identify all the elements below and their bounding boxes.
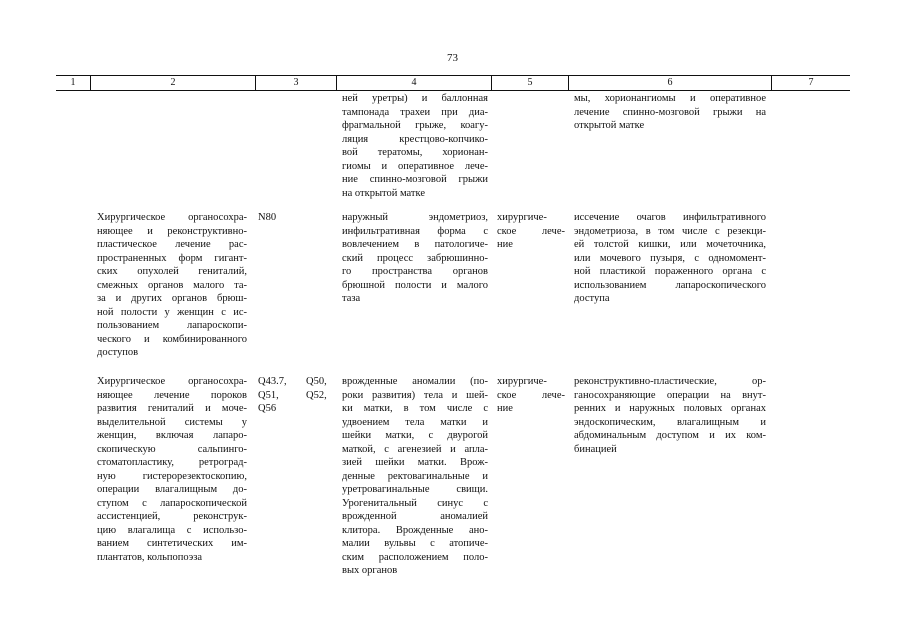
text-line: реконструктивно-пластические, ор-	[574, 376, 766, 387]
text-line: маткой, с агенезией и апла-	[342, 443, 488, 455]
text-line: смежных органов малого та-	[97, 279, 247, 291]
continuation-diagnosis-text	[342, 92, 488, 200]
row2-treatment-type	[497, 375, 565, 416]
row1-treatment-type	[497, 211, 565, 252]
text-line: наружный эндометриоз,	[342, 212, 488, 223]
text-line: вовлечением в патологиче-	[342, 239, 488, 250]
text-line: ней уретры) и баллонная	[342, 93, 488, 104]
text-line: ский процесс забрюшинно-	[342, 252, 488, 264]
text-line: хирургиче-	[497, 212, 547, 223]
text-line: иссечение очагов инфильтративного	[574, 212, 766, 223]
text-line: ние спинно-мозговой грыжи	[342, 174, 488, 185]
text-line: ной полости у женщин с ис-	[97, 306, 247, 318]
text-line: ских опухолей гениталий,	[97, 266, 247, 277]
text-line: врожденные аномалии (по-	[342, 376, 488, 387]
text-line: шейки матки, с двурогой	[342, 430, 488, 441]
row1-diagnosis	[342, 211, 488, 306]
text-line: ние	[497, 403, 513, 414]
row2-icd-codes-left	[258, 375, 298, 416]
text-line: Урогенитальный синус с	[342, 497, 488, 509]
text-line: использованием лапароскопического	[574, 279, 766, 291]
text-line: ступом с лапароскопической	[97, 497, 247, 509]
row2-icd-codes-right	[306, 375, 336, 402]
text-line: Q43.7,	[258, 376, 287, 387]
text-line: скопическую сальпинго-	[97, 443, 247, 455]
text-line: бинацией	[574, 443, 617, 455]
text-line: ной пластикой пораженного органа с	[574, 266, 766, 277]
page-number: 73	[447, 52, 458, 64]
text-line: пластическое лечение рас-	[97, 239, 247, 250]
text-line: вых органов	[342, 565, 398, 576]
text-line: Хирургическое органосохра-	[97, 376, 247, 387]
text-line: мы, хорионангиомы и оперативное	[574, 93, 766, 104]
text-line: роки развития) тела и шей-	[342, 389, 488, 401]
continuation-treatment-text	[574, 92, 766, 133]
text-line: эндоскопическим, влагалищным и	[574, 416, 766, 428]
text-line: Q51,	[258, 389, 279, 401]
row1-treatment-method	[574, 211, 766, 306]
row2-diagnosis	[342, 375, 488, 578]
text-line: врожденной аномалией	[342, 511, 488, 522]
text-line: лечение спинно-мозговой грыжи на	[574, 106, 766, 118]
text-line: тампонада трахеи при диа-	[342, 106, 488, 118]
text-line: за и других органов брюш-	[97, 293, 247, 304]
column-number-6: 6	[667, 77, 673, 88]
row2-treatment-method	[574, 375, 766, 456]
text-line: зией шейки матки. Врож-	[342, 457, 488, 468]
row1-icd-code	[258, 211, 328, 225]
text-line: гиомы и оперативное лече-	[342, 160, 488, 172]
text-line: ское лече-	[497, 389, 565, 401]
column-number-7: 7	[808, 77, 814, 88]
text-line: ренних и наружных половых органах	[574, 403, 766, 414]
text-line: ки матки, в том числе с	[342, 403, 488, 414]
text-line: Q50,	[306, 376, 327, 387]
text-line: Q52,	[306, 389, 327, 401]
text-line: женщин, включая лапаро-	[97, 430, 247, 441]
text-line: пространенных форм гигант-	[97, 252, 247, 264]
text-line: выделительной системы у	[97, 416, 247, 428]
text-line: абдоминальным доступом и их ком-	[574, 430, 766, 441]
row1-procedure-name	[97, 211, 247, 360]
text-line: эндометриоза, в том числе с резекци-	[574, 225, 766, 237]
text-line: ассистенцией, реконструк-	[97, 511, 247, 522]
column-number-header	[56, 75, 850, 91]
text-line: на открытой матке	[342, 187, 426, 199]
text-line: Хирургическое органосохра-	[97, 212, 247, 223]
text-line: няющее и реконструктивно-	[97, 225, 247, 237]
text-line: ческого и комбинированного	[97, 333, 247, 345]
text-line: пользованием лапароскопи-	[97, 320, 247, 331]
text-line: стоматопластику, ретроград-	[97, 457, 247, 468]
text-line: доступа	[574, 293, 610, 304]
text-line: ей толстой кишки, или мочеточника,	[574, 239, 766, 250]
text-line: развития гениталий и моче-	[97, 403, 247, 414]
text-line: открытой матке	[574, 120, 645, 131]
text-line: вой тератомы, хорионан-	[342, 147, 488, 158]
text-line: клитора. Врожденные ано-	[342, 524, 488, 536]
text-line: ским расположением поло-	[342, 551, 488, 563]
text-line: N80	[258, 212, 277, 223]
column-number-3: 3	[293, 77, 299, 88]
text-line: таза	[342, 293, 361, 304]
column-number-5: 5	[527, 77, 533, 88]
text-line: ную гистерорезектоскопию,	[97, 470, 247, 482]
text-line: операции влагалищным до-	[97, 484, 247, 495]
text-line: малии вульвы с атопиче-	[342, 538, 488, 549]
text-line: или мочевого пузыря, с одномомент-	[574, 252, 766, 264]
text-line: плантатов, кольпопоэза	[97, 551, 203, 563]
text-line: ляция крестцово-копчико-	[342, 133, 488, 145]
text-line: ганосохраняющие операции на внут-	[574, 389, 766, 401]
text-line: ванием синтетических им-	[97, 538, 247, 549]
column-number-1: 1	[70, 77, 76, 88]
text-line: го пространства органов	[342, 266, 488, 277]
column-number-4: 4	[411, 77, 417, 88]
text-line: ское лече-	[497, 225, 565, 237]
text-line: Q56	[258, 403, 277, 414]
text-line: доступов	[97, 347, 139, 358]
text-line: денные ректовагинальные и	[342, 470, 488, 482]
column-number-2: 2	[170, 77, 176, 88]
text-line: цию влагалища с использо-	[97, 524, 247, 536]
text-line: хирургиче-	[497, 376, 547, 387]
text-line: удвоением тела матки и	[342, 416, 488, 428]
text-line: ние	[497, 239, 513, 250]
row2-procedure-name	[97, 375, 247, 564]
text-line: няющее лечение пороков	[97, 389, 247, 401]
text-line: брюшной полости и малого	[342, 279, 488, 291]
text-line: фрагмальной грыже, коагу-	[342, 120, 488, 131]
text-line: уретровагинальные свищи.	[342, 484, 488, 495]
text-line: инфильтративная форма с	[342, 225, 488, 237]
